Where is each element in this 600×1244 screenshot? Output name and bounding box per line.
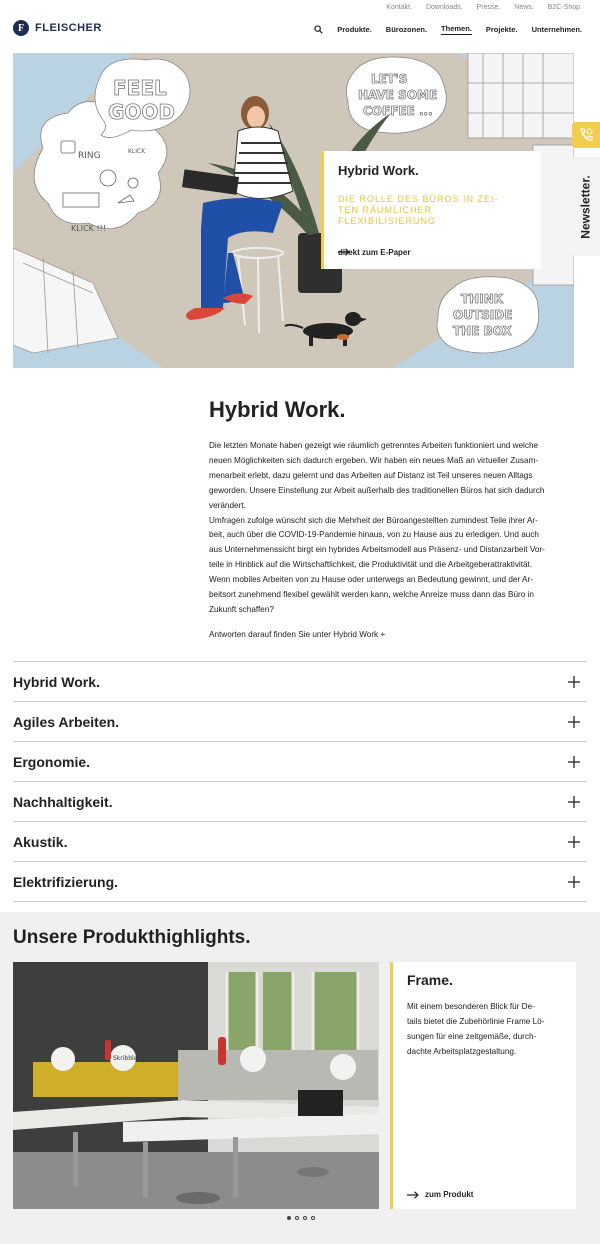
nav-item-buerozonen[interactable]: Bürozonen. [385,25,428,34]
intro-line: beitsort zunehmend flexibel gewählt werden kann, welche Anreize muss dann das Büro in [209,590,534,600]
plus-icon [568,716,580,728]
logo-text: FLEISCHER [35,22,102,34]
art-text-have-some: HAVE SOME [358,88,438,102]
nav-item-produkte[interactable]: Produkte. [337,25,372,34]
nav-item-unternehmen[interactable]: Unternehmen. [531,25,582,34]
hero-card-subtitle-line: FLEXIBILISIERUNG [338,216,437,226]
accordion-item-label: Nachhaltigkeit. [13,793,113,810]
product-card-text-line: tails bietet die Zubehörlinie Frame Lö- [407,1016,545,1026]
photo-note-text: Skribble [113,1055,138,1062]
hero-card-subtitle-line: TEN RÄUMLICHER [338,205,433,215]
accordion-item-agiles-arbeiten[interactable] [13,702,587,742]
intro-line: aus Unternehmenssicht birgt ein hybrides Arbeitsmodell aus Präsenz- und Distanzarbeit Vor- [209,545,545,555]
page-title: Hybrid Work. [209,397,346,422]
accordion-item-hybrid-work[interactable] [13,662,587,702]
intro-paragraph [209,439,587,618]
nav-item-themen[interactable]: Themen. [441,24,472,33]
plus-icon [568,876,580,888]
accordion-item-akustik[interactable] [13,822,587,862]
hero-banner[interactable] [13,53,574,368]
utility-link-news[interactable]: News. [514,4,534,11]
product-card[interactable] [390,962,576,1209]
highlights-title: Unsere Produkthighlights. [13,927,251,948]
newsletter-tab[interactable] [572,157,600,256]
plus-icon [568,676,580,688]
plus-icon [568,796,580,808]
arrow-right-icon [407,1191,419,1199]
utility-nav [386,4,582,11]
intro-section [209,397,587,639]
art-text-the-box: THE BOX [453,324,512,338]
product-card-text [407,1000,562,1060]
carousel-dot[interactable] [311,1216,315,1220]
art-text-lets: LET'S [371,72,408,86]
art-text-good: GOOD [108,100,176,124]
product-highlights-section [0,912,600,1244]
office-scene-image [13,962,379,1209]
logo[interactable] [13,20,102,36]
utility-link-presse[interactable]: Presse. [476,4,501,11]
accordion-item-label: Akustik. [13,833,68,850]
hero-card-title: Hybrid Work. [338,163,419,178]
carousel-pagination [287,1216,315,1220]
intro-line: Die letzten Monate haben gezeigt wie räumlich getrenntes Arbeiten funktioniert und welche [209,441,539,450]
product-card-text-line: Mit einem besonderen Blick für De- [407,1002,535,1011]
intro-line: teile in Hinblick auf die Wirtschaftlichkeit, die Produktivität und die Arbeitgeberattraktivität. [209,560,533,570]
accordion-item-label: Ergonomie. [13,753,91,770]
logo-mark-icon: F [13,20,29,36]
art-text-ring: RING [78,151,101,161]
carousel-dot[interactable] [295,1216,299,1220]
intro-line: menarbeit erlebt, dazu gelernt und das Arbeiten auf Distanz ist Teil unseres neuen Alltags [209,470,533,480]
art-text-outside: OUTSIDE [453,308,513,322]
epaper-link[interactable] [338,248,410,257]
product-card-title: Frame. [407,972,453,988]
accordion-item-label: Hybrid Work. [13,673,100,690]
art-text-klick: KLICK [128,148,146,155]
accordion-item-ergonomie[interactable] [13,742,587,782]
hero-card-subtitle [338,194,527,227]
product-photo[interactable] [13,962,379,1209]
utility-link-downloads[interactable]: Downloads. [425,4,463,11]
contact-tab[interactable] [572,122,600,148]
intro-line: geworden. Unsere Einstellung zur Arbeit außerhalb des traditionellen Büros hat sich dadurch [209,485,545,495]
intro-line: verändert. [209,500,246,510]
nav-item-projekte[interactable]: Projekte. [485,25,518,34]
intro-line: Wenn mobiles Arbeiten von zu Hause oder unterwegs an Bedeutung gewinnt, und der Ar- [209,575,533,585]
arrow-right-icon [338,248,350,256]
art-text-think: THINK [461,292,504,306]
carousel-dot[interactable] [303,1216,307,1220]
intro-line: Umfragen zufolge wünscht sich die Mehrheit der Büroangestellten zumindest Teile ihrer Ar- [209,515,538,525]
product-link-label: zum Produkt [425,1190,474,1199]
hybrid-work-link[interactable]: Antworten darauf finden Sie unter Hybrid Work + [209,629,386,639]
intro-line: neuen Möglichkeiten sich dadurch ergeben. Wir haben ein neues Maß an virtueller Zusam- [209,455,539,465]
plus-icon [568,836,580,848]
intro-line: beit, auch über die COVID-19-Pandemie hinaus, von zu Hause aus zu erledigen. Und auch [209,530,539,540]
accordion-item-elektrifizierung[interactable] [13,862,587,902]
intro-line: Zukunft schaffen? [209,604,274,614]
art-text-coffee: COFFEE ... [363,104,433,118]
phone-at-icon [578,127,594,143]
main-nav [314,24,582,35]
art-text-klick-bang: KLICK !!! [71,224,107,233]
topics-accordion [13,661,587,902]
product-card-text-line: dachte Arbeitsplatzgestaltung. [407,1046,517,1056]
art-text-feel: FEEL [113,76,167,100]
product-card-text-line: sungen für eine zeitgemäße, durch- [407,1031,537,1041]
accordion-item-label: Elektrifizierung. [13,873,119,890]
hero-card[interactable] [321,151,541,269]
plus-icon [568,756,580,768]
utility-link-kontakt[interactable]: Kontakt. [386,4,412,11]
search-icon[interactable] [314,25,323,34]
hero-card-subtitle-line: DIE ROLLE DES BÜROS IN ZEI- [338,194,499,204]
carousel-dot[interactable] [287,1216,291,1220]
accordion-item-label: Agiles Arbeiten. [13,713,120,730]
newsletter-tab-label: Newsletter. [579,174,593,239]
accordion-item-nachhaltigkeit[interactable] [13,782,587,822]
epaper-link-label: direkt zum E-Paper [338,248,411,257]
utility-link-b2c-shop[interactable]: B2C-Shop. [547,4,582,11]
product-link[interactable] [407,1190,473,1199]
